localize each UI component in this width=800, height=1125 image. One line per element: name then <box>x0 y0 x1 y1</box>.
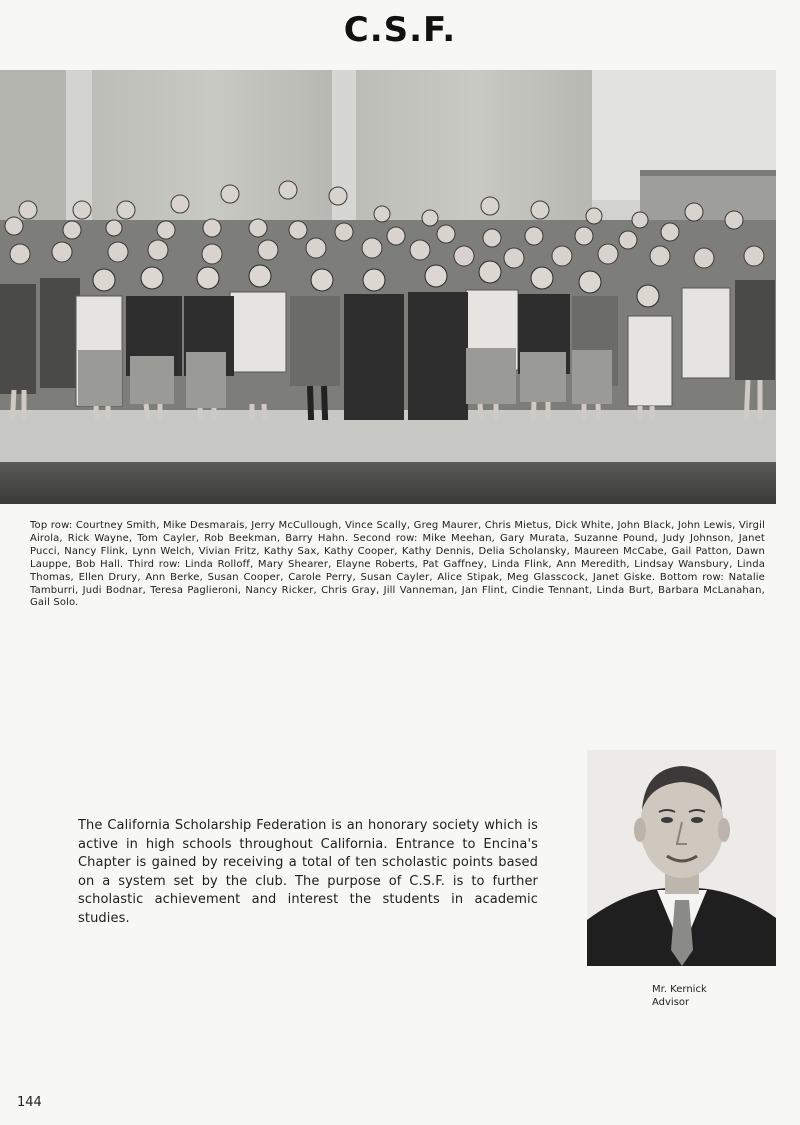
club-description: The California Scholarship Federation is an honorary society which is active in high schools throughout California. Entrance to Encina's Chapter is gained by receiving a total of ten scholastic points based on a system set by the club. The purpose of C.S.F. is to further scholastic achievement and interest the students in academic studies. <box>78 818 538 926</box>
advisor-portrait <box>587 750 776 966</box>
group-photo-image <box>0 70 776 504</box>
advisor-role: Advisor <box>652 997 690 1008</box>
page-number: 144 <box>17 1095 42 1110</box>
advisor-photo <box>587 750 776 966</box>
page-title: C.S.F. <box>343 10 457 50</box>
advisor-caption <box>652 983 707 1009</box>
photo-caption: Top row: Courtney Smith, Mike Desmarais, Jerry McCullough, Vince Scally, Greg Maurer, Chris Mietus, Dick White, John Black, John Lewis, Virgil Airola, Rick Wayne, Tom Cayler, Rob Beekman, Barry Hahn. Second row: Mike Meehan, Gary Murata, Suzanne Pound, Judy Johnson, Janet Pucci, Nancy Flink, Lynn Welch, Vivian Fritz, Kathy Sax, Kathy Cooper, Kathy Dennis, Delia Scholansky, Maureen McCabe, Gail Patton, Dawn Lauppe, Bob Hall. Third row: Linda Rolloff, Mary Shearer, Elayne Roberts, Pat Gaffney, Linda Flink, Ann Meredith, Lindsay Wansbury, Linda Thomas, Ellen Drury, Ann Berke, Susan Cooper, Carole Perry, Susan Cayler, Alice Stipak, Meg Glasscock, Janet Giske. Bottom row: Natalie Tamburri, Judi Bodnar, Teresa Paglieroni, Nancy Ricker, Chris Gray, Jill Vanneman, Jan Flint, Cindie Tennant, Linda Burt, Barbara McLanahan, Gail Solo. <box>30 520 765 609</box>
advisor-name: Mr. Kernick <box>652 984 707 995</box>
group-photo <box>0 70 776 504</box>
